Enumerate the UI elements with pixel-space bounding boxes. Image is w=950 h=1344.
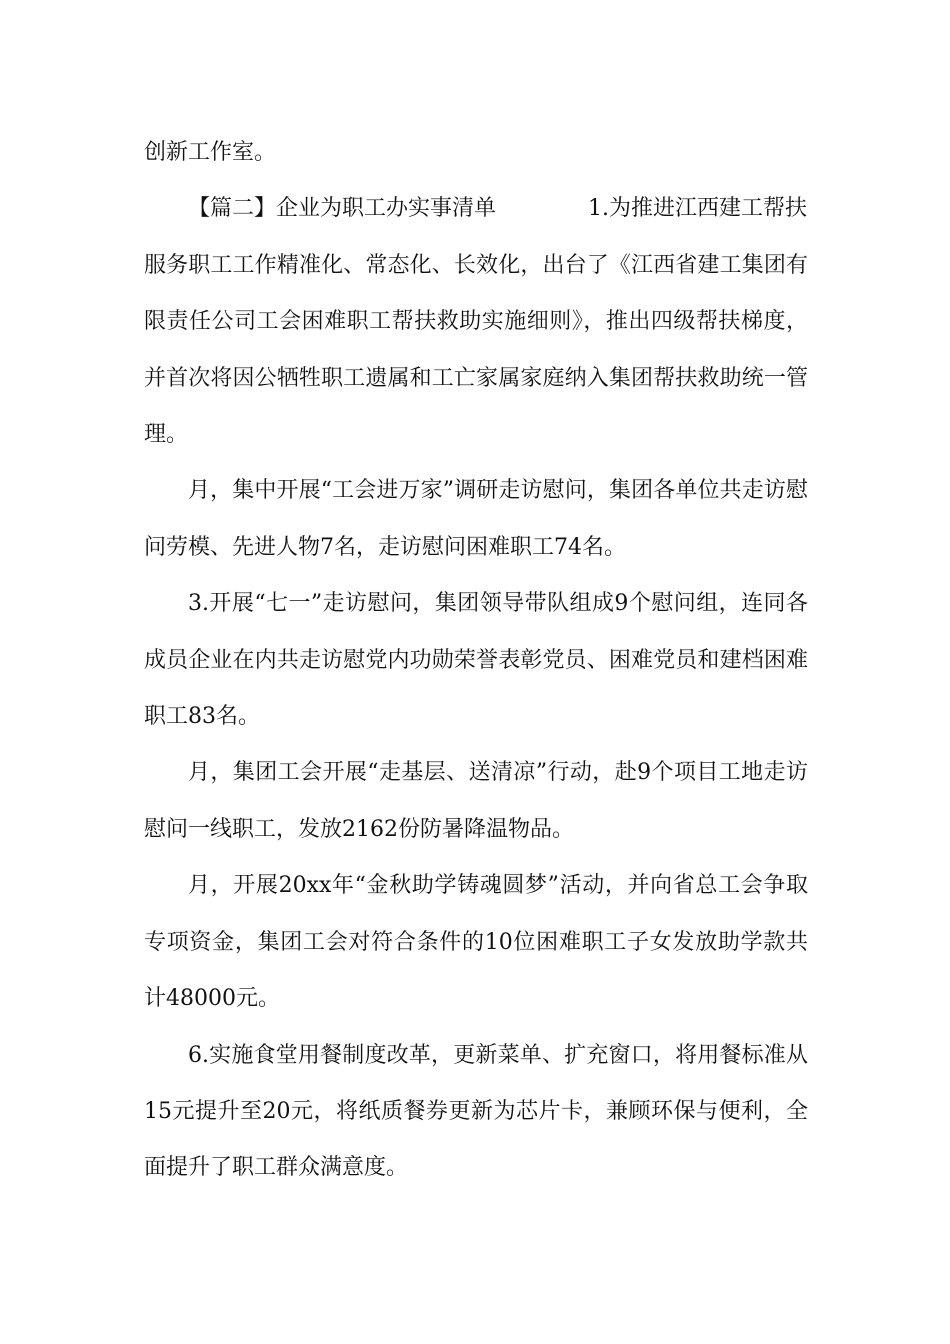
paragraph-item-5 — [144, 858, 808, 1027]
paragraph-text: 月，集中开展“工会进万家”调研走访慰问，集团各单位共走访慰问劳模、先进人物7名，走访慰问困难职工74名。 — [144, 478, 808, 560]
paragraph-item-3 — [144, 576, 808, 745]
paragraph-text: 3.开展“七一”走访慰问，集团领导带队组成9个慰问组，连同各成员企业在内共走访慰党内功勋荣誉表彰党员、困难党员和建档困难职工83名。 — [144, 591, 808, 730]
paragraph-item-1 — [144, 238, 808, 464]
item-1-start: 1.为推进江西建工帮扶 — [588, 196, 808, 222]
paragraph-text: 创新工作室。 — [144, 140, 277, 165]
paragraph-text: 月，集团工会开展“走基层、送清凉”行动，赴9个项目工地走访慰问一线职工，发放2162份防暑降温物品。 — [144, 760, 808, 842]
paragraph-text: 6.实施食堂用餐制度改革，更新菜单、扩充窗口，将用餐标准从15元提升至20元，将纸质餐券更新为芯片卡，兼顾环保与便利，全面提升了职工群众满意度。 — [144, 1042, 808, 1181]
section-heading-line — [144, 181, 808, 237]
document-body — [144, 125, 808, 1197]
paragraph-item-6 — [144, 1028, 808, 1197]
section-title: 【篇二】企业为职工办实事清单 — [188, 196, 497, 222]
paragraph-text: 月，开展20xx年“金秋助学铸魂圆梦”活动，并向省总工会争取专项资金，集团工会对符合条件的10位困难职工子女发放助学款共计48000元。 — [144, 873, 808, 1012]
paragraph-item-2 — [144, 463, 808, 576]
paragraph-continuation — [144, 125, 808, 181]
paragraph-item-4 — [144, 745, 808, 858]
paragraph-text: 服务职工工作精准化、常态化、长效化，出台了《江西省建工集团有限责任公司工会困难职工帮扶救助实施细则》，推出四级帮扶梯度，并首次将因公牺牲职工遗属和工亡家属家庭纳入集团帮扶救助统一管理。 — [144, 252, 808, 448]
